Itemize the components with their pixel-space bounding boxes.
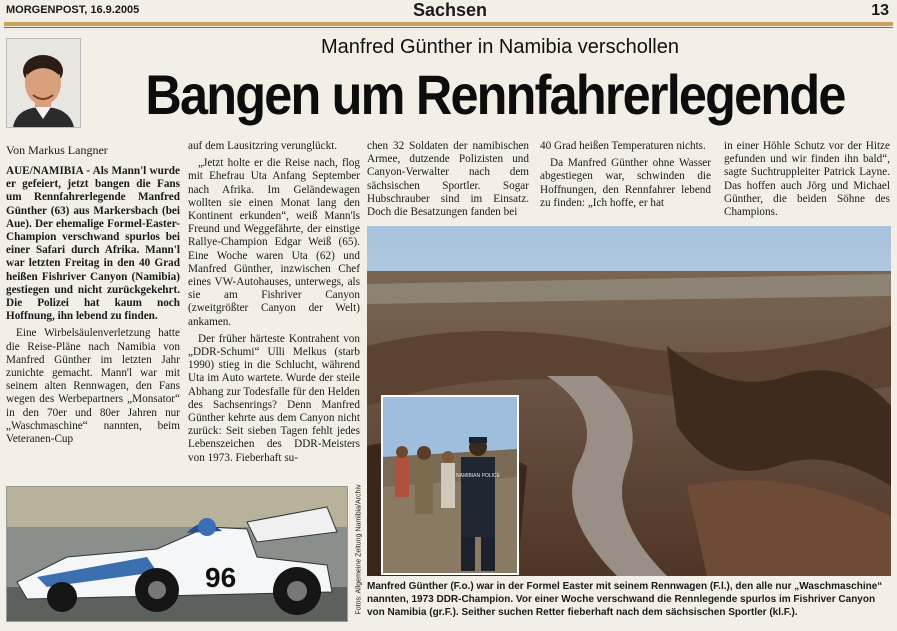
photo-caption: Manfred Günther (F.o.) war in der Formel Easter mit seinem Rennwagen (F.l.), den alle nur „Waschmaschine“ nannten, 1973 DDR-Champion. Vor einer Woche verschwand die Rennlegende spurlos im Fishriver Canyon von Namibia (gr.F.). Seither suchen Retter fieberhaft nach dem sächsischen Sportler (kl.F.). [367,581,883,618]
police-patch: NAMIBIAN POLICE [456,473,500,479]
header-rule-thin [4,27,893,28]
byline: Von Markus Langner [6,143,108,157]
body-paragraph: Der früher härteste Kontrahent von „DDR-Schumi“ Ulli Melkus (starb 1990) stieg in die Schlucht, während Uta im Auto wartete. Wurde der steile Abhang zur Todesfalle für den Helden des Sachsenrings? Denn Manfred Günther kehrte aus dem Canyon nicht zurück: Seit sieben Tagen fehlt jedes Lebenszeichen des DDR-Meisters von 1973. Fieberhaft su- [188,332,360,464]
body-paragraph: Eine Wirbelsäulenverletzung hatte die Reise-Pläne nach Namibia von Manfred Günther im letzten Jahr zunichte gemacht. Mann'l war mit seinem alten Rennwagen, den Fans wegen des Werbepartners „Monsator“ in den 70er und 80er Jahren nur „Waschmaschine“ nannten, beim Veteranen-Cup [6,327,180,446]
body-paragraph: Da Manfred Günther ohne Wasser abgestiegen war, schwinden die Hoffnungen, den Rennfahrer lebend zu finden: „Ich hoffe, er hat [540,157,711,209]
body-paragraph: in einer Höhle Schutz vor der Hitze gefunden und wir finden ihn bald“, sagte Suchtruppleiter Patrick Layne. Das hoffen auch Jörg und Michael Günther, die beiden Söhne des Champions. [724,140,890,219]
column-5 [724,140,890,223]
header-rule [4,22,893,26]
portrait-photo [6,38,81,128]
car-number: 96 [205,562,237,593]
column-3 [367,140,529,223]
photo-credit-strip [349,486,361,620]
column-1 [6,165,180,450]
lead-paragraph: AUE/NAMIBIA - Als Mann'l wurde er gefeiert, jetzt bangen die Fans um Rennfahrerlegende Manfred Günther (63) aus Markersbach (bei Aue). Der ehemalige Formel-Easter-Champion verschwand spurlos bei einer Safari durch Afrika. Mann'l war letzten Freitag in den 40 Grad heißen Fishriver Canyon (Namibia) gestiegen und nicht zurückgekehrt. Die Polizei hat kaum noch Hoffnung, ihn lebend zu finden. [6,165,180,323]
body-paragraph: chen 32 Soldaten der namibischen Armee, dutzende Polizisten und Canyon-Verwalter nach dem sächsischen Sportler. Sogar Hubschrauber sind im Einsatz. Doch die Besatzungen fanden bei [367,140,529,219]
masthead-date: MORGENPOST, 16.9.2005 [6,4,140,16]
rescue-team-photo [381,395,519,575]
body-paragraph: „Jetzt holte er die Reise nach, flog mit Ehefrau Uta Anfang September nach Afrika. Im Geländewagen wollten sie einen Monat lang den Kontinent erkunden“, weiß Mann'ls Freund und Weggefährte, der einstige Rallye-Champion Edgar Weiß (65). Eine Woche waren Uta (62) und Manfred Günther, inzwischen Chef eines VW-Autohauses, unterwegs, als sie am Fishriver Canyon (zweitgrößter Canyon der Welt) ankamen. [188,157,360,328]
article-headline: Bangen um Rennfahrerlegende [145,63,845,126]
column-2 [188,140,360,469]
race-car-photo [6,486,348,622]
page-number: 13 [871,2,889,19]
body-paragraph: auf dem Lausitzring verunglückt. [188,140,338,152]
article-kicker: Manfred Günther in Namibia verschollen [321,36,679,58]
photo-credit: Fotos: Allgemeine Zeitung Namibia/Archiv [355,484,363,615]
column-4 [540,140,711,214]
section-title: Sachsen [412,0,488,20]
body-paragraph: 40 Grad heißen Temperaturen nichts. [540,140,706,152]
